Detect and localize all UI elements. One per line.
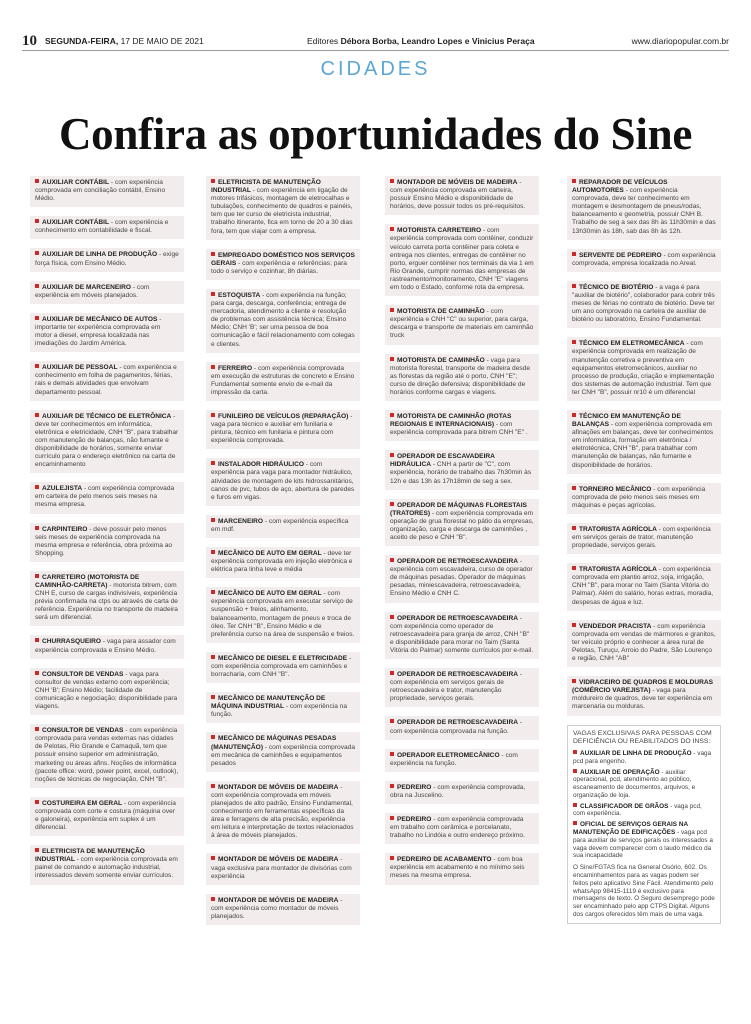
job-listing [567,483,721,514]
job-description: - experiência com escavadeira, curso de operador de máquinas pesadas. Operador de máquinas pesadas, miniescavadeira, retroescavadeira, Ensino Médio e CNH C. [390,558,533,598]
job-description: - com experiência na função. [211,703,348,719]
page-date [45,36,204,46]
job-description: - com experiência comprovada em caminhões e borracharia, com CNH "B". [211,654,352,679]
job-listing [206,176,360,240]
job-title: CONSULTOR DE VENDAS [42,670,124,678]
job-listing [206,515,360,538]
job-listing [206,410,360,449]
job-title: TRATORISTA AGRÍCOLA [579,566,657,574]
job-description: - com experiência em serviços gerais de retroescavadeira e trator, manutenção propriedade, serviços gerais. [390,671,523,703]
bullet-square-icon [211,897,215,901]
bullet-square-icon [35,671,39,675]
job-listing [385,224,539,296]
job-description: - com experiência comprovada, deve ter conhecimento em montagem e desmontagem de pneus/rodas, balanceamento e geometria, possuir CNH B. Trabalho de seg a sex das 8h às 11h30min e das 13h30min às 18h, sab das 8h às 12h. [572,187,716,235]
job-description: - vaga pcd, com experiência. [573,802,702,818]
bullet-square-icon [211,179,215,183]
job-description: - com experiência comprovada para vendas externas nas cidades de Pelotas, Rio Grande e Camaquã, tem que possuir ensino superior em administração, marketing ou áreas afins. Noções de informática (pacote office: word, power point, excel, outlook), noções de técnicas de negociação, CNH "B". [35,727,179,783]
bullet-square-icon [573,769,577,773]
job-title: TÉCNICO DE BIOTÉRIO [579,283,654,291]
job-description: - com boa experiência em acabamento e no mínimo seis meses na mesma empresa. [390,856,525,880]
job-description: - com experiência comprovada em realização de manutenção corretiva e preventiva em equipamentos eletromecânicos, auxiliar no processo de produção, criação e implementação dos sistemas de automação industrial. Tem que ter CNH "B", possuir nr10 é um diferencial [572,340,715,396]
bullet-square-icon [390,719,394,723]
bullet-square-icon [573,821,577,825]
job-title: AUXILIAR DE OPERAÇÃO [580,768,660,776]
job-description: - com experiência comprovada em carteira de pelo menos seis meses na mesma empresa. [35,485,175,509]
job-description: - com experiência comprovada, obra na Juscelino. [390,783,526,799]
job-description: - com experiência em ligação de motores trifásicos, montagem de eletrocalhas e tubulações, conhecimento de quadros e painéis, tem que ter curso de eletricista industrial, trabalho itinerante, fica em torno de 20 a 30 dias fora, tem que viajar com a empresa. [211,187,353,235]
job-listing [206,547,360,578]
bullet-square-icon [35,413,39,417]
bullet-square-icon [572,284,576,288]
bullet-square-icon [35,316,39,320]
job-description: - com experiência em móveis planejados. [35,283,150,299]
job-description: - vaga para técnico e auxiliar em funilaria e pintura, técnico em funilaria e pintura com experiência comprovada. [211,412,353,445]
job-title: PEDREIRO [397,815,432,823]
job-title: MECÂNICO DE DIESEL E ELETRICIDADE [218,654,348,662]
job-title: TORNEIRO MECÂNICO [579,485,652,493]
job-description: - com experiência comprovada de pelo menos seis meses em máquinas e peças agrícolas. [572,485,706,509]
job-description: - com experiência comprovada em execução de estruturas de concreto e Ensino Fundamental somente envio de e-mail da impressão da carta. [211,364,355,396]
job-description: - deve ter conhecimentos em informática, eletrônica e eletricidade, CNH "B", para trabalhar com manutenção de balanças, não fumante e disponibilidade de horários, somente enviar currículo para o endereço eletrônico na carta de encaminhamento [35,412,179,469]
bullet-square-icon [35,727,39,731]
job-title: AUXILIAR DE LINHA DE PRODUÇÃO [42,251,158,259]
job-description: - a vaga é para "auxiliar de biotério", colaborador para cobrir três meses de férias no contrato de biotério. Deve ter um ano comprovado na carteira de auxiliar de biotério ou laboratório, Ensino Fundamental. [572,283,715,324]
job-listing [30,216,184,239]
job-listing [30,668,184,715]
bullet-square-icon [211,365,215,369]
bullet-square-icon [390,816,394,820]
job-description: - com experiência e CNH "C" ou superior, para carga, descarga e transporte de materiais em caminhão truck [390,308,534,340]
bullet-square-icon [35,848,39,852]
job-listing [573,821,715,860]
job-description: - com experiência comprovada em painel de comando e automação industrial, interessados devem somente enviar currículos. [35,856,178,880]
job-title: MONTADOR DE MÓVEIS DE MADEIRA [218,856,339,864]
job-description: - CNH a partir de "C", com experiência, horário de trabalho das 7h30min às 12h e das 13h às 17h18min de seg a sex. [390,461,532,485]
job-listing [385,305,539,344]
bullet-square-icon [211,413,215,417]
job-description: - com experiência comprovada na função. [390,719,523,735]
bullet-square-icon [211,252,215,256]
bullet-square-icon [390,615,394,619]
job-title: AUXILIAR DE LINHA DE PRODUÇÃO [580,749,692,757]
header-rule [22,50,729,51]
job-description: - importante ter experiência comprovada em motor a diesel, empresa localizada nas imediações do Jardim América. [35,315,162,348]
bullet-square-icon [35,526,39,530]
job-listing [385,354,539,401]
job-title: AUXILIAR DE MECÂNICO DE AUTOS [42,315,158,323]
job-title: MECÂNICO DE MÁQUINAS PESADAS (MANUTENÇÃO) [211,735,337,751]
job-description: - com experiência comprovada com corte e costura (máquina over e galoneira), experiência em suplex é um diferencial. [35,799,176,832]
job-description: - deve ter experiência comprovada em injeção eletrônica e elétrica para linha leve e média [211,550,353,574]
job-listing [206,289,360,353]
job-listing [30,313,184,352]
job-description: - vaga para assador com experiência comprovada e Ensino Médio. [35,638,176,654]
job-title: TÉCNICO EM MANUTENÇÃO DE BALANÇAS [572,412,681,429]
pcd-footer: O Sine/FGTAS fica na General Osório, 602. Os encaminhamentos para as vagas podem ser feitos pelo aplicativo Sine Fácil. Atendimento pelo whatsApp 98415-1119 é exclusivo para mensagens de texto. O Seguro desemprego pode ser encaminhado pelo app CTPS Digital. Alguns dos cargos oferecidos têm mais de uma vaga. [573,864,715,919]
job-title: EMPREGADO DOMÉSTICO NOS SERVIÇOS GERAIS [211,251,355,267]
job-description: - com experiência comprovada para bitrem CNH "E" . [390,421,528,437]
job-title: CONSULTOR DE VENDAS [42,727,124,735]
bullet-square-icon [35,364,39,368]
job-title: MOTORISTA DE CAMINHÃO (ROTAS REGIONAIS E INTERNACIONAIS) [390,412,512,429]
job-title: MECÂNICO DE AUTO EM GERAL [218,550,322,557]
bullet-square-icon [35,219,39,223]
job-title: AUXILIAR CONTÁBIL [42,179,110,186]
bullet-square-icon [211,518,215,522]
bullet-square-icon [211,735,215,739]
job-title: OFICIAL DE SERVIÇOS GERAIS NA MANUTENÇÃO DE EDIFICAÇÕES [573,821,688,837]
job-description: - vaga para consultor de vendas externo com experiência; CNH 'B'; Ensino Médio; facilidade de comunicação e negociação; disponibilidade para viagens. [35,670,178,711]
job-description: - com experiência e conhecimento em contabilidade e fiscal. [35,219,169,235]
job-title: MOTORISTA CARRETEIRO [397,227,482,235]
job-description: - vaga exclusiva para montador de divisórias com experiência [211,856,352,880]
bullet-square-icon [390,357,394,361]
bullet-square-icon [390,558,394,562]
job-title: OPERADOR DE RETROESCAVADEIRA [397,614,519,622]
job-title: MONTADOR DE MÓVEIS DE MADEIRA [218,783,339,791]
job-listing [30,281,184,304]
bullet-square-icon [211,655,215,659]
job-description: - vaga pcd para auxiliar de serviços gerais os interessados a vaga devem comparecer com o laudo médico da sua incapacidade [573,829,713,860]
bullet-square-icon [35,284,39,288]
job-title: MECÂNICO DE MANUTENÇÃO DE MÁQUINA INDUSTRIAL [211,695,326,711]
job-title: INSTALADOR HIDRÁULICO [218,461,304,469]
job-title: SERVENTE DE PEDREIRO [579,251,662,259]
page-number: 10 [22,32,37,49]
job-title: MECÂNICO DE AUTO EM GERAL [218,590,322,598]
job-listing [385,176,539,215]
job-description: - com experiência comprovada em trabalho com cerâmica e porcelanato, trabalho no Lindóia e outro endereço próximo. [390,815,525,840]
job-description: - com experiência comprovada, empresa localizada no Areal. [572,251,716,267]
job-listing [385,781,539,804]
job-listing [30,176,184,207]
job-listing [567,676,721,715]
job-description: - com experiência comprovada em executar serviço de suspensão + freios, alinhamento, balanceamento, montagem de pneus e troca de óleo. Ter CNH "B", Ensino Médio e de preferência curso na área de suspensão e freios. [211,590,355,638]
job-title: OPERADOR DE RETROESCAVADEIRA [397,719,519,727]
bullet-square-icon [572,179,576,183]
job-listing [385,450,539,489]
job-title: OPERADOR DE RETROESCAVADEIRA [397,558,519,566]
job-title: OPERADOR DE RETROESCAVADEIRA [397,671,519,679]
bullet-square-icon [390,308,394,312]
job-title: OPERADOR ELETROMECÂNICO [397,751,500,759]
job-title: COSTUREIRA EM GERAL [42,799,122,807]
bullet-square-icon [211,461,215,465]
bullet-square-icon [390,227,394,231]
job-title: TRATORISTA AGRÍCOLA [579,525,657,533]
job-title: PEDREIRO [397,783,432,791]
bullet-square-icon [35,800,39,804]
job-listing [206,692,360,723]
job-title: PEDREIRO DE ACABAMENTO [397,856,492,864]
job-listing [30,410,184,474]
bullet-square-icon [572,413,576,417]
job-listing [567,620,721,667]
job-listing [385,612,539,659]
editors [307,36,535,46]
job-title: AUXILIAR CONTÁBIL [42,219,110,227]
section-title: CIDADES [320,58,431,80]
job-title: TÉCNICO EM ELETROMECÂNICA [579,340,685,348]
bullet-square-icon [211,590,215,594]
job-listing [567,249,721,272]
job-title: MOTORISTA DE CAMINHÃO [397,308,485,316]
job-listing [30,845,184,884]
editors-label: Editores [307,36,339,46]
job-title: CLASSIFICADOR DE GRÃOS [580,802,669,810]
pcd-items [573,750,715,860]
job-title: AZULEJISTA [42,485,83,493]
job-listing [30,797,184,836]
job-title: MONTADOR DE MÓVEIS DE MADEIRA [218,896,339,904]
bullet-square-icon [390,453,394,457]
job-title: CHURRASQUEIRO [42,638,101,646]
job-description: - com experiência comprovada em vendas de mármores e granitos, ter veículo próprio e conhecer a área rural de Pelotas, Turuçu, Arroio do Padre, São Lourenço e região, CNH "AB" [572,622,716,663]
job-listing [206,781,360,845]
job-title: VIDRACEIRO DE QUADROS E MOLDURAS (COMÉRCIO VAREJISTA) [572,679,714,695]
job-listing [206,732,360,771]
job-description: - auxiliar operacional, pcd, atendimento ao público, escaneamento de documentos, arquivos, e organização de loja. [573,768,696,799]
job-title: ESTOQUISTA [218,291,261,299]
job-description: - vaga para moldureiro de quadros, deve ter experiência em marcenaria ou molduras. [572,687,713,711]
job-listing [567,523,721,554]
job-description: - com experiência na função. [390,751,518,767]
job-title: ELETRICISTA DE MANUTENÇÃO INDUSTRIAL [211,179,321,195]
bullet-square-icon [390,502,394,506]
bullet-square-icon [211,695,215,699]
job-title: AUXILIAR DE TÉCNICO DE ELETRÔNICA [42,412,172,420]
job-description: - com experiência comprovada em plantio arroz, soja, irrigação, CNH "B", para morar no Taim (Santa Vitória do Palmar). Além do salário, horas extras, moradia, despesas de água e luz. [572,566,714,606]
job-listing [567,410,721,474]
job-listing [573,769,715,800]
job-listing [206,853,360,884]
job-description: - com experiência comprovada em mecânica de caminhões e equipamentos pesados [211,743,356,767]
job-listing [206,587,360,643]
job-title: AUXILIAR DE PESSOAL [42,364,118,372]
job-title: OPERADOR DE MÁQUINAS FLORESTAIS (TRATORES) [390,501,527,517]
bullet-square-icon [572,623,576,627]
job-description: - com experiência comprovada em carteira, possuir Ensino Médio e disponibilidade de horários, deve possuir todos os pré-requisitos. [390,179,526,211]
job-description: - com experiência na função; para carga, descarga, conferência; entrega de mercadoria, atendimento a cliente e resolução de problemas com assistência técnica; Ensino Médio; CNH 'B'; ser uma pessoa de boa comunicação e fácil relacionamento com colegas e clientes. [211,291,355,348]
job-title: OPERADOR DE ESCAVADEIRA HIDRÁULICA [390,453,495,469]
job-listing [385,853,539,884]
bullet-square-icon [572,252,576,256]
job-listing [30,482,184,513]
page-header [22,34,729,48]
job-listing [567,337,721,401]
bullet-square-icon [35,251,39,255]
job-title: MARCENEIRO [218,517,264,525]
job-description: - deve possuir pelo menos seis meses de experiência comprovada na mesma empresa e referência, obra próxima ao Shopping. [35,525,173,557]
job-description: - vaga para motorista florestal, transporte de madeira desde as florestas da região até o porto, CNH "E"; curso de direção defensiva; disponibilidade de horários conforme cargas e viagens. [390,356,531,396]
job-listing [567,563,721,610]
bullet-square-icon [390,413,394,417]
job-listing [30,248,184,271]
job-title: VENDEDOR PRACISTA [579,622,652,630]
job-listing [385,813,539,844]
job-listing [385,499,539,546]
column-2 [206,176,360,1002]
job-description: - vaga pcd para engenho. [573,749,712,765]
bullet-square-icon [211,550,215,554]
job-description: - com experiência como operador de retroescavadeira para granja de arroz, CNH "B" e disponibilidade para morar no Taim (Santa Vitória do Palmar) somente currículos por e-mail. [390,614,534,654]
column-4-items [567,176,721,716]
job-listing [385,749,539,772]
job-listing [30,523,184,562]
job-listing [206,652,360,683]
job-description: - exige força física, com Ensino Médio. [35,251,179,267]
column-4 [567,176,721,1002]
job-description: - com experiência específica em mdf. [211,517,349,533]
bullet-square-icon [390,179,394,183]
job-description: - com experiência comprovada em conciliação contábil, Ensino Médio. [35,179,166,203]
bullet-square-icon [211,292,215,296]
bullet-square-icon [211,784,215,788]
job-title: ELETRICISTA DE MANUTENÇÃO INDUSTRIAL [35,848,145,864]
job-description: - com experiência para vaga para montador hidráulico, atividades de montagem de kits hidrossanitários, canos de pvc, tubos de aço, abertura de paredes e furos em vigas. [211,461,355,501]
weekday: SEGUNDA-FEIRA, [45,36,119,46]
job-description: - com experiência em serviços gerais de trator, manutenção propriedade, serviços gerais. [572,525,711,550]
bullet-square-icon [572,526,576,530]
bullet-square-icon [35,638,39,642]
job-listing [206,249,360,280]
headline: Confira as oportunidades do Sine [58,109,693,159]
job-description: - com experiência e referências; para todo o serviço e cozinhar, 8h diárias. [211,259,347,275]
job-listing [206,458,360,505]
job-listing [385,555,539,602]
pcd-heading: VAGAS EXCLUSIVAS PARA PESSOAS COM DEFICIÊNCIA OU REABILITADOS DO INSS: [573,729,712,745]
bullet-square-icon [573,750,577,754]
bullet-square-icon [572,566,576,570]
job-listing [206,362,360,401]
job-title: FERREIRO [218,364,253,372]
bullet-square-icon [211,856,215,860]
job-title: CARPINTEIRO [42,525,88,533]
job-description: - motorista bitrem, com CNH E, curso de cargas indivisíveis, experiência prévia confirmada na ctps ou através de carta de referência. Experiência no transporte de madeira será um diferencial. [35,582,178,622]
job-listing [30,724,184,788]
job-description: - com experiência comprovada com contêiner, conduzir veículo carreta porta contêiner para coleta e entrega nos clientes, entregas de contêiner no porto, erguer contêiner nos terminais da via 1 em Rio Grande, cumprir normas das empresas de rastreamento/monitoramento, CNH "E" viagens em todo o Estado, conforme rota da empresa. [390,227,534,292]
column-3 [385,176,539,1002]
job-columns [30,176,728,1002]
date: 17 DE MAIO DE 2021 [120,36,204,46]
bullet-square-icon [390,856,394,860]
job-description: - com experiência e conhecimento em folha de pagamentos, férias, rais e demais atividades que envolvam departamento pessoal. [35,364,177,396]
bullet-square-icon [35,485,39,489]
job-title: FUNILEIRO DE VEÍCULOS (REPARAÇÃO) [218,412,349,420]
site-url: www.diariopopular.com.br [631,36,729,46]
job-listing [30,635,184,658]
bullet-square-icon [572,679,576,683]
job-listing [30,571,184,627]
job-description: - com experiência como montador de móveis planejados. [211,896,343,920]
job-description: - com experiência comprovada em afinações em balanças, deve ter conhecimentos em informática, formação em eletrônica / eletrotécnica, CNH "B", para trabalhar com manutenção de balanças, não fumante e disponibilidade de horários. [572,421,714,469]
job-title: AUXILIAR DE MARCENEIRO [42,283,132,291]
job-title: MOTORISTA DE CAMINHÃO [397,356,485,364]
job-listing [385,716,539,739]
job-listing [573,803,715,819]
bullet-square-icon [390,671,394,675]
bullet-square-icon [390,752,394,756]
job-listing [30,361,184,400]
column-1 [30,176,184,1002]
editors-names: Débora Borba, Leandro Lopes e Vinicius Peraça [340,36,535,46]
job-listing [385,668,539,707]
job-title: MONTADOR DE MÓVEIS DE MADEIRA [397,179,518,186]
bullet-square-icon [35,574,39,578]
bullet-square-icon [572,340,576,344]
job-listing [573,750,715,766]
job-listing [567,281,721,328]
bullet-square-icon [572,486,576,490]
bullet-square-icon [35,179,39,183]
job-listing [567,176,721,240]
bullet-square-icon [573,803,577,807]
job-description: - com experiência comprovada em operação de grua florestal no pátio da empresas, organização, carga e descarga de caminhões , aceito de peso e CNH "B". [390,509,534,541]
job-listing [206,894,360,925]
job-description: - com experiência comprovada em móveis planejados de alto padrão, Ensino Fundamental, conhecimento em ferramentas específicas da área e ferragens de alta precisão, experiência em leitura e interpretação de textos relacionados à área de móveis planejados. [211,783,354,840]
job-title: CARRETEIRO (MOTORISTA DE CAMINHÃO-CARRETA) [35,573,140,589]
pcd-box [567,725,721,924]
job-title: REPARADOR DE VEÍCULOS AUTOMOTORES [572,179,668,195]
job-listing [385,410,539,441]
bullet-square-icon [390,784,394,788]
